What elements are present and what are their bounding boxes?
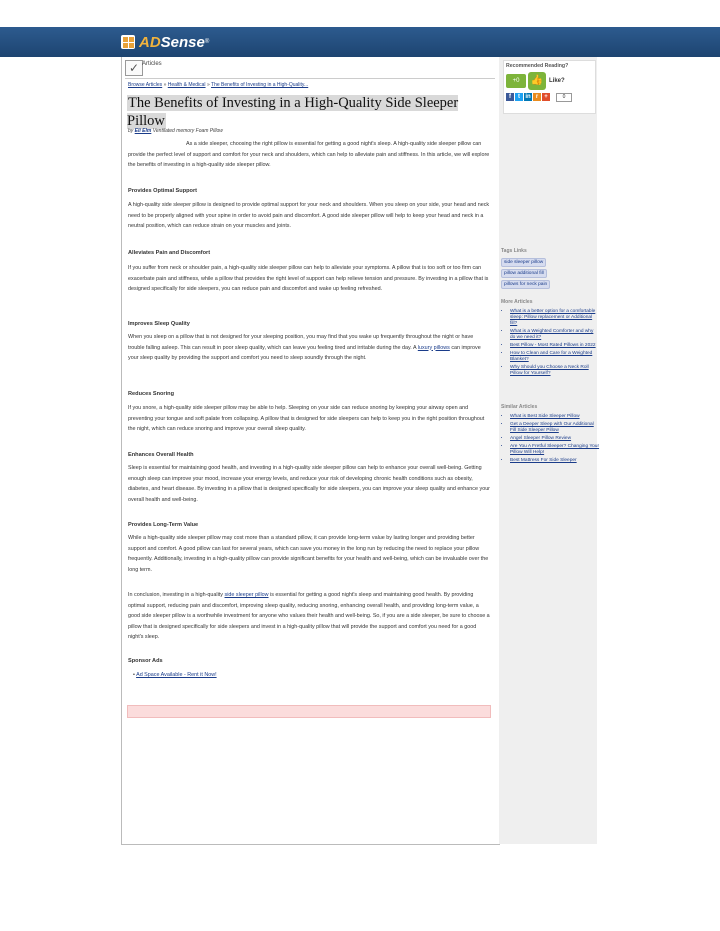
google-plus-icon[interactable]: +: [542, 93, 550, 101]
list-item: [510, 329, 600, 341]
breadcrumb-browse-link[interactable]: Browse Articles: [128, 82, 163, 88]
like-label: Like?: [549, 78, 565, 84]
similar-article-link[interactable]: Are You A Fretful Sleeper? Changing Your Pillow Will Help!: [510, 444, 600, 455]
header-divider: [125, 78, 495, 79]
section-text: Sleep is essential for maintaining good health, and investing in a high-quality side sleeper pillow can help to enhance your overall well-being. Getting enough sleep can improve your mood, increase your energy levels, and reduce your risk of developing chronic health conditions such as obesity, diabetes, and heart disease. By investing in a pillow that is designed specifically for side sleepers, you can improve your sleep quality and enhance your overall health and well-being.: [128, 465, 490, 503]
tag-link[interactable]: side sleeper pillow: [501, 258, 546, 267]
recommended-title: Recommended Reading?: [506, 63, 569, 69]
tag-link[interactable]: pillows for neck pain: [501, 280, 550, 289]
tags-title: Tags Links: [501, 248, 527, 254]
ad-banner-bar: [127, 705, 491, 718]
sponsor-list: • Ad Space Available - Rent it Now!: [133, 672, 217, 678]
list-item: [510, 436, 600, 442]
share-count: 0: [556, 93, 572, 102]
breadcrumb-category-link[interactable]: Health & Medical: [167, 82, 206, 88]
section-label: Articles: [142, 61, 162, 67]
twitter-icon[interactable]: t: [515, 93, 523, 101]
main-content-panel: [121, 57, 500, 845]
section-text-part: can improve your sleep quality by providing the support and comfort you need to sleep soundly through the night.: [128, 344, 481, 361]
list-item: [510, 458, 600, 464]
share-buttons: [506, 93, 550, 101]
author-link[interactable]: Eli Elm: [134, 128, 152, 134]
linkedin-icon[interactable]: in: [525, 94, 531, 100]
page-title-text: The Benefits of Investing in a High-Quality Side Sleeper Pillow: [127, 95, 459, 129]
section-text-part: When you sleep on a pillow that is not designed for your sleeping position, you may find that you wake up frequently throughout the night or have trouble falling asleep. This can result in poor sleep quality, which can leave you feeling tired and irritable during the day. A: [128, 334, 474, 351]
conclusion-text-part: is essential for getting a good night's sleep and maintaining good health. By providing optimal support, reducing pain and discomfort, improving sleep quality, reducing snoring, enhancing overall health, and providing long-term value, a good side sleeper pillow is a worthwhile investment for anyone who values their health and well-being. So, if you are a side sleeper, be sure to choose a pillow that is designed specifically for side sleepers and invest in a high-quality pillow that will provide the support and comfort you need for a good night's sleep.: [128, 592, 490, 640]
list-item: [510, 444, 600, 456]
section-heading: Improves Sleep Quality: [128, 321, 190, 327]
luxury-pillows-link[interactable]: luxury pillows: [417, 344, 450, 351]
breadcrumb-separator: »: [206, 82, 210, 88]
similar-article-link[interactable]: Get a Deeper Sleep with Our Additional Fill Side Sleeper Pillow: [510, 422, 594, 433]
logo-grid-icon: [121, 35, 135, 49]
section-text: If you snore, a high-quality side sleeper pillow may be able to help. Sleeping on your side can reduce snoring by keeping your airway open and preventing your tongue and soft palate from collapsing. A pillow that is designed for side sleepers can help to keep you in the right position throughout the night, which can reduce snoring and improve your overall sleep quality.: [128, 405, 485, 432]
breadcrumb-separator: »: [163, 82, 167, 88]
section-text: While a high-quality side sleeper pillow may cost more than a standard pillow, it can provide long-term value by lasting longer and providing better support and comfort. A good pillow can last for several years, which can save you money in the long run by reducing the need to replace your pillow frequently. Additionally, investing in a high-quality pillow can provide significant benefits for your health and well-being, which can be invaluable over the long term.: [128, 535, 489, 573]
logo-sense-text: Sense: [160, 33, 205, 51]
author-note: Ventilated memory Foam Pillow: [152, 128, 223, 134]
article-intro: As a side sleeper, choosing the right pillow is essential for getting a good night's sleep. A high-quality side sleeper pillow can provide the perfect level of support and comfort for your neck and shoulders, which can help to alleviate pain and stiffness. In this article, we will explore the benefits of investing in a high-quality side sleeper pillow.: [128, 141, 490, 168]
breadcrumb: [128, 82, 308, 88]
byline: [128, 128, 223, 134]
conclusion-text-part: In conclusion, investing in a high-quality: [128, 592, 225, 598]
article-conclusion: [128, 590, 490, 643]
top-bar: [0, 27, 720, 57]
section-text: If you suffer from neck or shoulder pain, a high-quality side sleeper pillow can help to alleviate your symptoms. A pillow that is too soft or too firm can exacerbate pain and stiffness, while a pillow that provides the right level of support can help relieve tension and pressure. By investing in a pillow that is designed specifically for side sleepers, you can reduce pain and discomfort and wake up feeling refreshed.: [128, 265, 489, 292]
logo-ad-text: AD: [139, 33, 161, 51]
tag-link[interactable]: pillow additional fill: [501, 269, 547, 278]
section-heading: Provides Long-Term Value: [128, 522, 199, 528]
logo-registered-mark: ®: [204, 39, 210, 45]
more-article-link[interactable]: What is a Weighted Comforter and why do we need it?: [510, 329, 594, 340]
section-heading: Provides Optimal Support: [128, 188, 197, 194]
list-item: [510, 422, 600, 434]
list-item: [510, 414, 600, 420]
list-item: [510, 309, 600, 327]
page-title: [127, 94, 459, 130]
ad-space-link[interactable]: Ad Space Available - Rent it Now!: [136, 672, 217, 678]
sponsor-heading: Sponsor Ads: [128, 658, 163, 664]
more-articles-title: More Articles: [501, 299, 533, 305]
similar-article-link[interactable]: Best Mattress For Side Sleeper: [510, 458, 577, 463]
section-text: [128, 332, 490, 364]
byline-by: by: [128, 128, 134, 134]
section-heading: Alleviates Pain and Discomfort: [128, 250, 211, 256]
more-articles-list: [504, 309, 600, 379]
similar-article-link[interactable]: What is Best Side Sleeper Pillow: [510, 414, 580, 419]
breadcrumb-current-link[interactable]: The Benefits of Investing in a High-Quality...: [211, 82, 309, 88]
list-item: [510, 365, 600, 377]
side-sleeper-pillow-link[interactable]: side sleeper pillow: [224, 592, 269, 598]
more-article-link[interactable]: Best Pillow - Most Rated Pillows in 2022: [510, 343, 596, 348]
site-logo[interactable]: [121, 34, 209, 50]
facebook-icon[interactable]: f: [506, 93, 514, 101]
section-text: A high-quality side sleeper pillow is designed to provide optimal support for your neck and shoulders. When you sleep on your side, your head and neck need to be properly aligned with your spine in order to avoid pain and discomfort. A good side sleeper pillow will help to keep your head and neck in a neutral position, which can reduce strain on your muscles and joints.: [128, 202, 490, 229]
similar-articles-list: [504, 414, 600, 466]
thumbs-up-icon[interactable]: 👍: [528, 72, 546, 90]
similar-articles-title: Similar Articles: [501, 404, 538, 410]
section-heading: Enhances Overall Health: [128, 452, 194, 458]
similar-article-link[interactable]: Angel Sleeper Pillow Review: [510, 436, 572, 441]
plus-one-button[interactable]: +0: [506, 74, 526, 88]
more-article-link[interactable]: Why Should you Choose a Neck Roll Pillow for Yourself?: [510, 365, 589, 376]
more-article-link[interactable]: What is a better option for a comfortable sleep: Pillow replacement or Additional fill?: [510, 309, 596, 326]
articles-check-icon: ✓: [125, 60, 143, 76]
list-item: [510, 351, 600, 363]
rss-icon[interactable]: r: [533, 93, 541, 101]
list-item: [510, 343, 600, 349]
section-heading: Reduces Snoring: [128, 391, 175, 397]
more-article-link[interactable]: How to Clean and Care for a Weighted Blanket?: [510, 351, 593, 362]
